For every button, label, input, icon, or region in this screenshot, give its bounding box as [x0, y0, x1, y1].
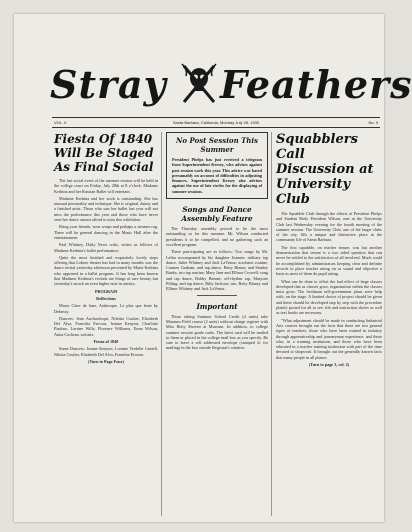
paragraph: Bring your friends, wear wraps and perhaps a steamer rug. There will be general dancing in the Music Hall after the entertainment.: [54, 224, 158, 240]
column-fiesta: [54, 132, 158, 366]
masthead: [14, 56, 412, 114]
headline-fiesta: Fiesta Of 1840 Will Be Staged As Final Social: [54, 132, 154, 174]
headline-assembly: Songs and Dance Assembly Feature: [181, 205, 253, 224]
continued-note: (Turn to page 3, col. 2): [308, 362, 350, 368]
column-squabblers: [276, 132, 382, 369]
paragraph: The last social event of the summer session will be held in the college court on Friday, July 28th at 8 o'clock. Madame Kedrina and her Russian Ballet will entertain.: [54, 178, 158, 194]
notice-box: [166, 132, 268, 199]
section-divider: [197, 295, 237, 296]
article-squabblers: [276, 211, 382, 367]
dateline: [52, 117, 380, 128]
paragraph: Madame Kedrina and her work is outstanding. She has unusual personality and technique. She is original, dainty and a finished artist. Those who saw her ballet last year will not miss the performance this year and those who have never seen her dance cannot afford to miss this exhibition.: [54, 195, 158, 223]
paragraph: The first squabble, on teacher tenure, was but another demonstration that tenure is a two sided question that can never be settled to the satisfaction of all involved. Much could be accomplished by administrators keeping clear and definite records to place teacher rating on as sound and objective a basis as most of them do pupil rating.: [276, 244, 382, 277]
paragraph: Paul Whitney, Daily News critic, writes as follows of Madame Kedrina's ballet performance:: [54, 242, 158, 253]
paragraph: The Thursday assembly proved to be the most outstanding so far this summer. Mr. Wilson conducted presidents it to be compelled, and no gathering such an excellent program.: [166, 226, 268, 247]
program-subtitle: Reflections: [96, 295, 116, 301]
notice-title: No Post Session This Summer: [175, 136, 258, 154]
paragraph: Those taking Summer School Credit (4 units) take Museum Field course (2 units) without charge register with Miss Betty Shoven at Museum. In addition, to college summer session grade cards. The latest card will be mailed to them or placed in the college mail box as you specify. Be sure to leave a self addressed envelope (stamped 2c for mailing) in the box outside Registrar's window.: [166, 313, 268, 351]
program-line: Dancers: Jean Anchordoqui, Nilettia Coulter, Elizabeth Del Alva, Franchia Ericson, Jeanne Kenyon, Charlotte Piadose, Lorrine Wills, Florence Williams, Erma Wilson, Anita Cochran, soloists.: [54, 315, 158, 337]
issue-number: No. 9: [368, 120, 378, 125]
masthead-title-right: Feathers: [220, 62, 412, 107]
fiesta-text: Some Dancers: Jeanne Kenyon, Loraine Verdelle Cantell, Niletta Coulter, Elizabeth Del Alva, Franchia Ericson.: [54, 346, 158, 357]
paragraph: What can be done to offset the bad effect of large classes developed that as classes grow, organization within the classes must grow. The freshman self-government plans were help with, on the stage. A limited choice of project should be given and these should be developed step by step with the procedure plainly posted for all to see. Job and instruction sheets as well as text books are necessary.: [276, 278, 382, 316]
notice-text: President Phelps has just received a telegram from Superintendent Kersey, who advises against post session work this year. This advice was based presumably on account of difficulties in adjusting finances. Superintendent Kersey also advises against the use of fair circles for the displaying of summer sessions.: [172, 157, 262, 194]
newspaper-page: [14, 14, 412, 522]
column-divider: [271, 132, 272, 516]
paragraph: The Squabble Club through the efforts of President Phelps and Student Body President Wilson, met at the University Club last Wednesday evening for the fourth meeting of the summer session. The University Club, one of the larger clubs of the city, fills a unique and distinctive place in the community life of Santa Barbara.: [276, 211, 382, 243]
column-middle: [166, 132, 268, 353]
paragraph: "What adjustment should be made in conducting Industrial Arts courses brought out the facts that there are two general types of teachers, those who have been trained in industry through apprenticeship and journeyman experience, and those who, in a training institution, and those who have been educated in a teacher training institution with part of the time devoted to shopwork. It brought out the generally known facts that many people in all phases: [276, 317, 382, 360]
feather-skull-icon: [180, 62, 218, 106]
program-line: Music Clare de lune, Arabesque. Le plus que lente by Debussy.: [54, 303, 158, 314]
continued-note: (Turn to Page Four): [88, 358, 124, 364]
paragraph: Quite the most finished and exquisitely lovely steps offering that Lobero theater has had in many months was the dance recital yesterday afternoon presented by Maria Kedrina who appeared in a ballet program. It has long been known that Madame Kedrina's recitals are things of rare beauty but yesterday's struck an even higher note in artistry.: [54, 254, 158, 287]
issue-date: Santa Barbara, California, Monday July 28, 1930: [172, 120, 260, 125]
headline-important: Important: [196, 301, 238, 311]
paragraph: These participating are as follows: Two songs by Mr. Leibu accompanied by his daughter Jeannie; military tap dance, Juliet Whitney and Jack LaVeaux; acrobatic routine, Carmen Graham; and tap dance, Betty Blaney and Stanley Banks; trio tap routine, Mary Jane and Ellinor Crowell; song and tap dance, Bobby Bennet; off-rhythm tap, Marjorie Pilling; and tap dance, Billy Jackson; trio, Betty Blaney and Ellinor Whitney and Jack LaVeaux.: [166, 249, 268, 292]
program-title: PROGRAM: [94, 288, 118, 294]
article-important: [166, 314, 268, 351]
volume-label: VOL. II: [54, 120, 67, 125]
article-assembly: [166, 226, 268, 292]
column-divider: [161, 132, 162, 516]
article-fiesta: [54, 178, 158, 364]
masthead-title-left: Stray: [50, 62, 167, 107]
headline-squabblers: Squabblers Call Discussion at University Club: [276, 132, 374, 207]
fiesta-subtitle: Fiesta of 1840: [93, 339, 119, 345]
